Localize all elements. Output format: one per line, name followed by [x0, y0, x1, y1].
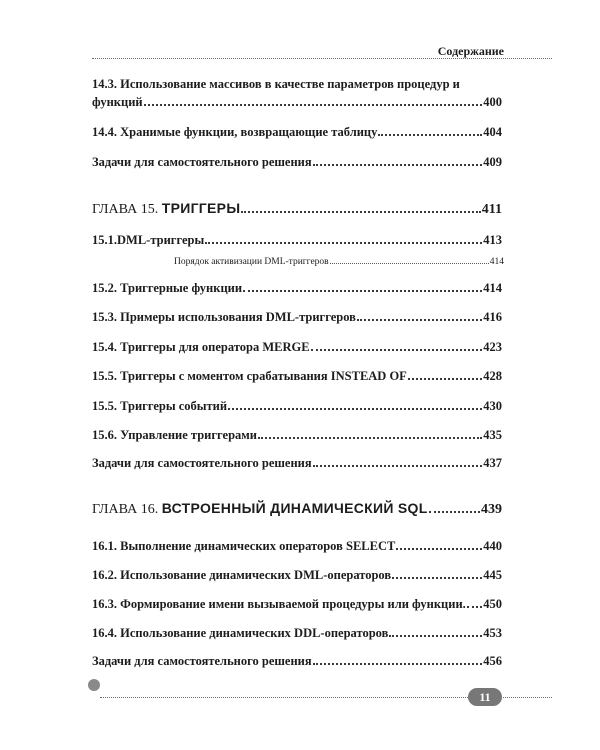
leader-dots — [392, 577, 482, 579]
toc-chapter-16 — [92, 500, 502, 518]
toc-entry-text: 16.1. Выполнение динамических операторов SELECT — [92, 539, 396, 553]
toc-page-number: 440 — [483, 539, 502, 553]
toc-page-number: 423 — [483, 340, 502, 354]
toc-entry-text: 15.4. Триггеры для оператора MERGE — [92, 340, 310, 354]
leader-dots — [389, 635, 482, 637]
toc-entry-text: 15.5. Триггеры с моментом срабатывания INSTEAD OF — [92, 369, 407, 383]
leader-dots — [357, 319, 482, 321]
toc-page-number: 430 — [483, 399, 502, 413]
toc-page-number: 414 — [483, 281, 502, 295]
leader-dots — [378, 134, 482, 136]
footer-divider — [100, 697, 476, 698]
toc-page-number: 411 — [481, 202, 502, 217]
toc-entry-text: 15.3. Примеры использования DML-триггеров — [92, 310, 356, 324]
leader-dots — [311, 349, 483, 351]
leader-dots — [467, 606, 482, 608]
chapter-prefix: ГЛАВА 16. — [92, 502, 159, 517]
toc-page-number: 437 — [483, 456, 502, 470]
toc-entry-text: 15.6. Управление триггерами — [92, 428, 258, 442]
toc-entry-16-3 — [92, 596, 502, 612]
chapter-title: ВСТРОЕННЫЙ ДИНАМИЧЕСКИЙ SQL — [161, 500, 428, 516]
toc-entry-14-3-line1 — [92, 76, 502, 92]
toc-page-number: 413 — [483, 233, 502, 247]
toc-entry-16-1 — [92, 538, 502, 554]
toc-page-number: 409 — [483, 155, 502, 169]
leader-dots — [313, 164, 483, 166]
toc-page-number: 445 — [483, 568, 502, 582]
header-divider — [92, 58, 552, 59]
toc-entry-text: 16.2. Использование динамических DML-операторов — [92, 568, 392, 582]
leader-dots — [313, 465, 483, 467]
toc-page-number: 428 — [483, 369, 502, 383]
leader-dots — [205, 242, 482, 244]
leader-dots — [408, 378, 482, 380]
toc-page-number: 439 — [481, 502, 502, 517]
toc-entry-15-2 — [92, 280, 502, 296]
leader-dots — [396, 548, 482, 550]
toc-entry-16-2 — [92, 567, 502, 583]
toc-entry-text: Задачи для самостоятельного решения — [92, 456, 312, 470]
leader-dots — [429, 511, 480, 513]
toc-entry-text: Задачи для самостоятельного решения — [92, 654, 312, 668]
leader-dots — [241, 211, 480, 213]
chapter-title: ТРИГГЕРЫ — [161, 200, 241, 216]
toc-entry-text: 16.3. Формирование имени вызываемой процедуры или функции. — [92, 597, 466, 611]
toc-page-number: 416 — [483, 310, 502, 324]
toc-entry-text: 15.5. Триггеры событий — [92, 399, 228, 413]
leader-dots — [228, 408, 482, 410]
toc-chapter-15 — [92, 200, 502, 218]
chapter-prefix: ГЛАВА 15. — [92, 202, 159, 217]
toc-page-number: 414 — [489, 257, 504, 267]
leader-dots — [258, 437, 482, 439]
toc-entry-text: 14.4. Хранимые функции, возвращающие таблицу — [92, 125, 378, 139]
toc-entry-tasks-14 — [92, 154, 502, 170]
toc-entry-text: Порядок активизации DML-триггеров — [174, 257, 329, 267]
toc-subentry-dml-order — [174, 254, 504, 270]
toc-entry-14-3 — [92, 94, 502, 110]
toc-entry-15-5-events — [92, 398, 502, 414]
toc-page-number: 435 — [483, 428, 502, 442]
toc-entry-15-4 — [92, 339, 502, 355]
toc-page-number: 456 — [483, 654, 502, 668]
footer-divider-right — [503, 697, 552, 698]
toc-entry-text: 15.1.DML-триггеры — [92, 233, 205, 247]
toc-entry-text: функций — [92, 95, 143, 109]
page-number-badge: 11 — [468, 688, 502, 706]
toc-page-number: 400 — [483, 95, 502, 109]
toc-entry-16-4 — [92, 625, 502, 641]
toc-entry-text: 14.3. Использование массивов в качестве параметров процедур и — [92, 77, 460, 91]
toc-entry-15-3 — [92, 309, 502, 325]
leader-dots — [144, 104, 483, 106]
leader-dots — [313, 663, 483, 665]
toc-entry-text: 16.4. Использование динамических DDL-операторов — [92, 626, 389, 640]
leader-dots — [330, 263, 489, 264]
leader-dots — [243, 290, 482, 292]
toc-page-number: 453 — [483, 626, 502, 640]
toc-entry-tasks-16 — [92, 653, 502, 669]
running-header-title: Содержание — [437, 44, 504, 58]
toc-entry-tasks-15 — [92, 455, 502, 471]
toc-entry-14-4 — [92, 124, 502, 140]
footer-bullet-icon — [88, 679, 100, 691]
toc-entry-text: 15.2. Триггерные функции — [92, 281, 243, 295]
toc-page-number: 450 — [483, 597, 502, 611]
toc-entry-15-5-instead-of — [92, 368, 502, 384]
toc-entry-15-6 — [92, 427, 502, 443]
toc-page-number: 404 — [483, 125, 502, 139]
toc-entry-text: Задачи для самостоятельного решения — [92, 155, 312, 169]
toc-entry-15-1 — [92, 232, 502, 248]
